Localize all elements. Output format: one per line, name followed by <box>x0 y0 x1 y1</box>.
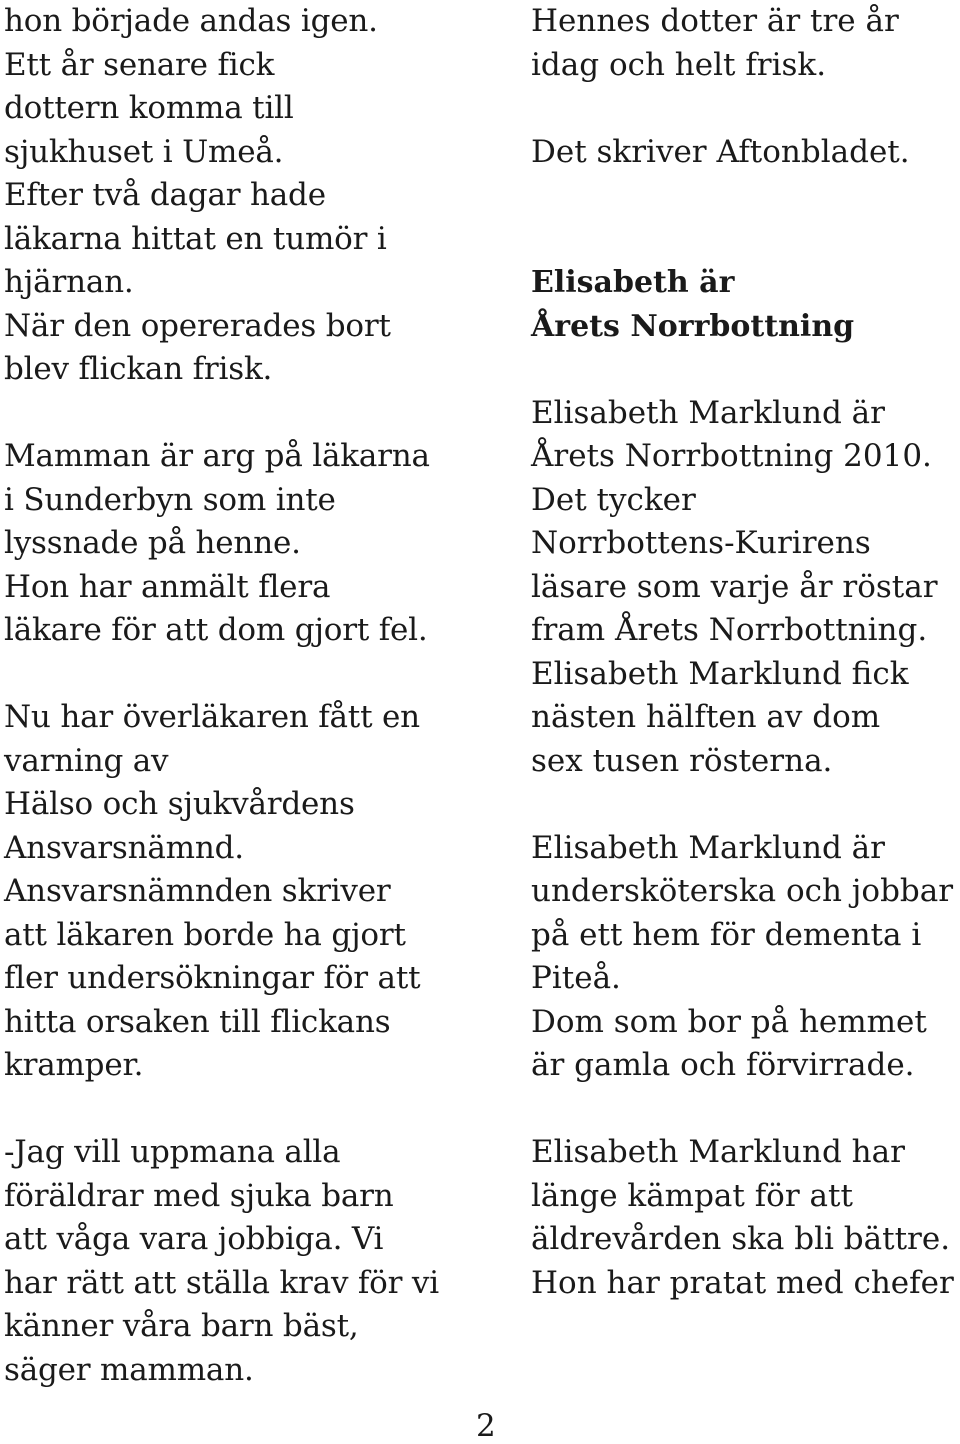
text-line: fler undersökningar för att <box>4 960 421 996</box>
text-line: När den opererades bort <box>4 307 391 344</box>
text-line: säger mamman. <box>4 1351 254 1388</box>
text-line: Det tycker <box>531 481 696 518</box>
right-column <box>531 0 960 1305</box>
text-line: äldrevården ska bli bättre. <box>531 1221 951 1257</box>
text-line: Hälso och sjukvårdens <box>4 786 355 822</box>
text-line: länge kämpat för att <box>531 1177 853 1214</box>
text-line: dottern komma till <box>4 90 294 126</box>
text-line: lyssnade på henne. <box>4 525 301 561</box>
text-line: i Sunderbyn som inte <box>4 481 336 518</box>
paragraph-gap <box>531 1088 960 1132</box>
text-line: -Jag vill uppmana alla <box>4 1134 341 1170</box>
heading-line-1: Elisabeth är <box>531 265 735 300</box>
text-line: Piteå. <box>531 960 621 996</box>
text-line: Mamman är arg på läkarna <box>4 438 430 474</box>
text-line: blev flickan frisk. <box>4 351 273 387</box>
text-line: Ansvarsnämnd. <box>4 829 244 866</box>
text-line: Dom som bor på hemmet <box>531 1003 927 1040</box>
text-line: läkare för att dom gjort fel. <box>4 612 428 648</box>
text-line: hjärnan. <box>4 264 134 300</box>
text-line: föräldrar med sjuka barn <box>4 1177 394 1214</box>
text-line: Nu har överläkaren fått en <box>4 699 420 735</box>
text-line: har rätt att ställa krav för vi <box>4 1264 439 1301</box>
paragraph-gap <box>531 783 960 827</box>
spacer <box>531 348 960 392</box>
text-line: att våga vara jobbiga. Vi <box>4 1221 384 1257</box>
heading-line-2: Årets Norrbottning <box>531 308 855 344</box>
text-line: Hennes dotter är tre år <box>531 3 899 39</box>
text-line: läkarna hittat en tumör i <box>4 220 387 257</box>
text-line: undersköterska och jobbar <box>531 873 954 909</box>
text-line: hitta orsaken till flickans <box>4 1003 391 1040</box>
text-line: Elisabeth Marklund fick <box>531 655 909 692</box>
text-line: fram Årets Norrbottning. <box>531 612 928 648</box>
text-line: sjukhuset i Umeå. <box>4 133 284 170</box>
text-line: Ansvarsnämnden skriver <box>4 873 391 909</box>
text-line: Elisabeth Marklund har <box>531 1134 905 1170</box>
text-line: kramper. <box>4 1047 144 1083</box>
intro-paragraph <box>531 0 960 174</box>
text-line: på ett hem för dementa i <box>531 916 922 953</box>
text-line: hon började andas igen. <box>4 3 378 39</box>
text-line: att läkaren borde ha gjort <box>4 916 406 953</box>
text-line: känner våra barn bäst, <box>4 1308 359 1344</box>
spacer <box>531 218 960 262</box>
text-line: Hon har anmält flera <box>4 568 331 605</box>
paragraph-gap <box>4 392 504 436</box>
paragraph-gap <box>4 1088 504 1132</box>
left-column <box>4 0 504 1392</box>
page-number: 2 <box>476 1408 496 1444</box>
text-line: Ett år senare fick <box>4 46 275 83</box>
text-line: Hon har pratat med chefer <box>531 1264 954 1301</box>
paragraph-gap <box>531 87 960 131</box>
text-line: varning av <box>4 742 169 779</box>
text-line: läsare som varje år röstar <box>531 568 938 605</box>
text-line: Elisabeth Marklund är <box>531 829 885 866</box>
text-line: nästen hälften av dom <box>531 699 881 735</box>
text-line: är gamla och förvirrade. <box>531 1047 915 1083</box>
spacer <box>531 174 960 218</box>
text-line: Norrbottens-Kurirens <box>531 525 871 561</box>
text-line: Det skriver Aftonbladet. <box>531 133 910 170</box>
text-line: Elisabeth Marklund är <box>531 394 885 431</box>
text-line: Efter två dagar hade <box>4 177 326 213</box>
text-line: idag och helt frisk. <box>531 46 827 83</box>
article-heading <box>531 261 960 348</box>
text-line: Årets Norrbottning 2010. <box>531 438 932 474</box>
paragraph-gap <box>4 653 504 697</box>
text-line: sex tusen rösterna. <box>531 742 833 779</box>
article-body <box>531 392 960 1306</box>
